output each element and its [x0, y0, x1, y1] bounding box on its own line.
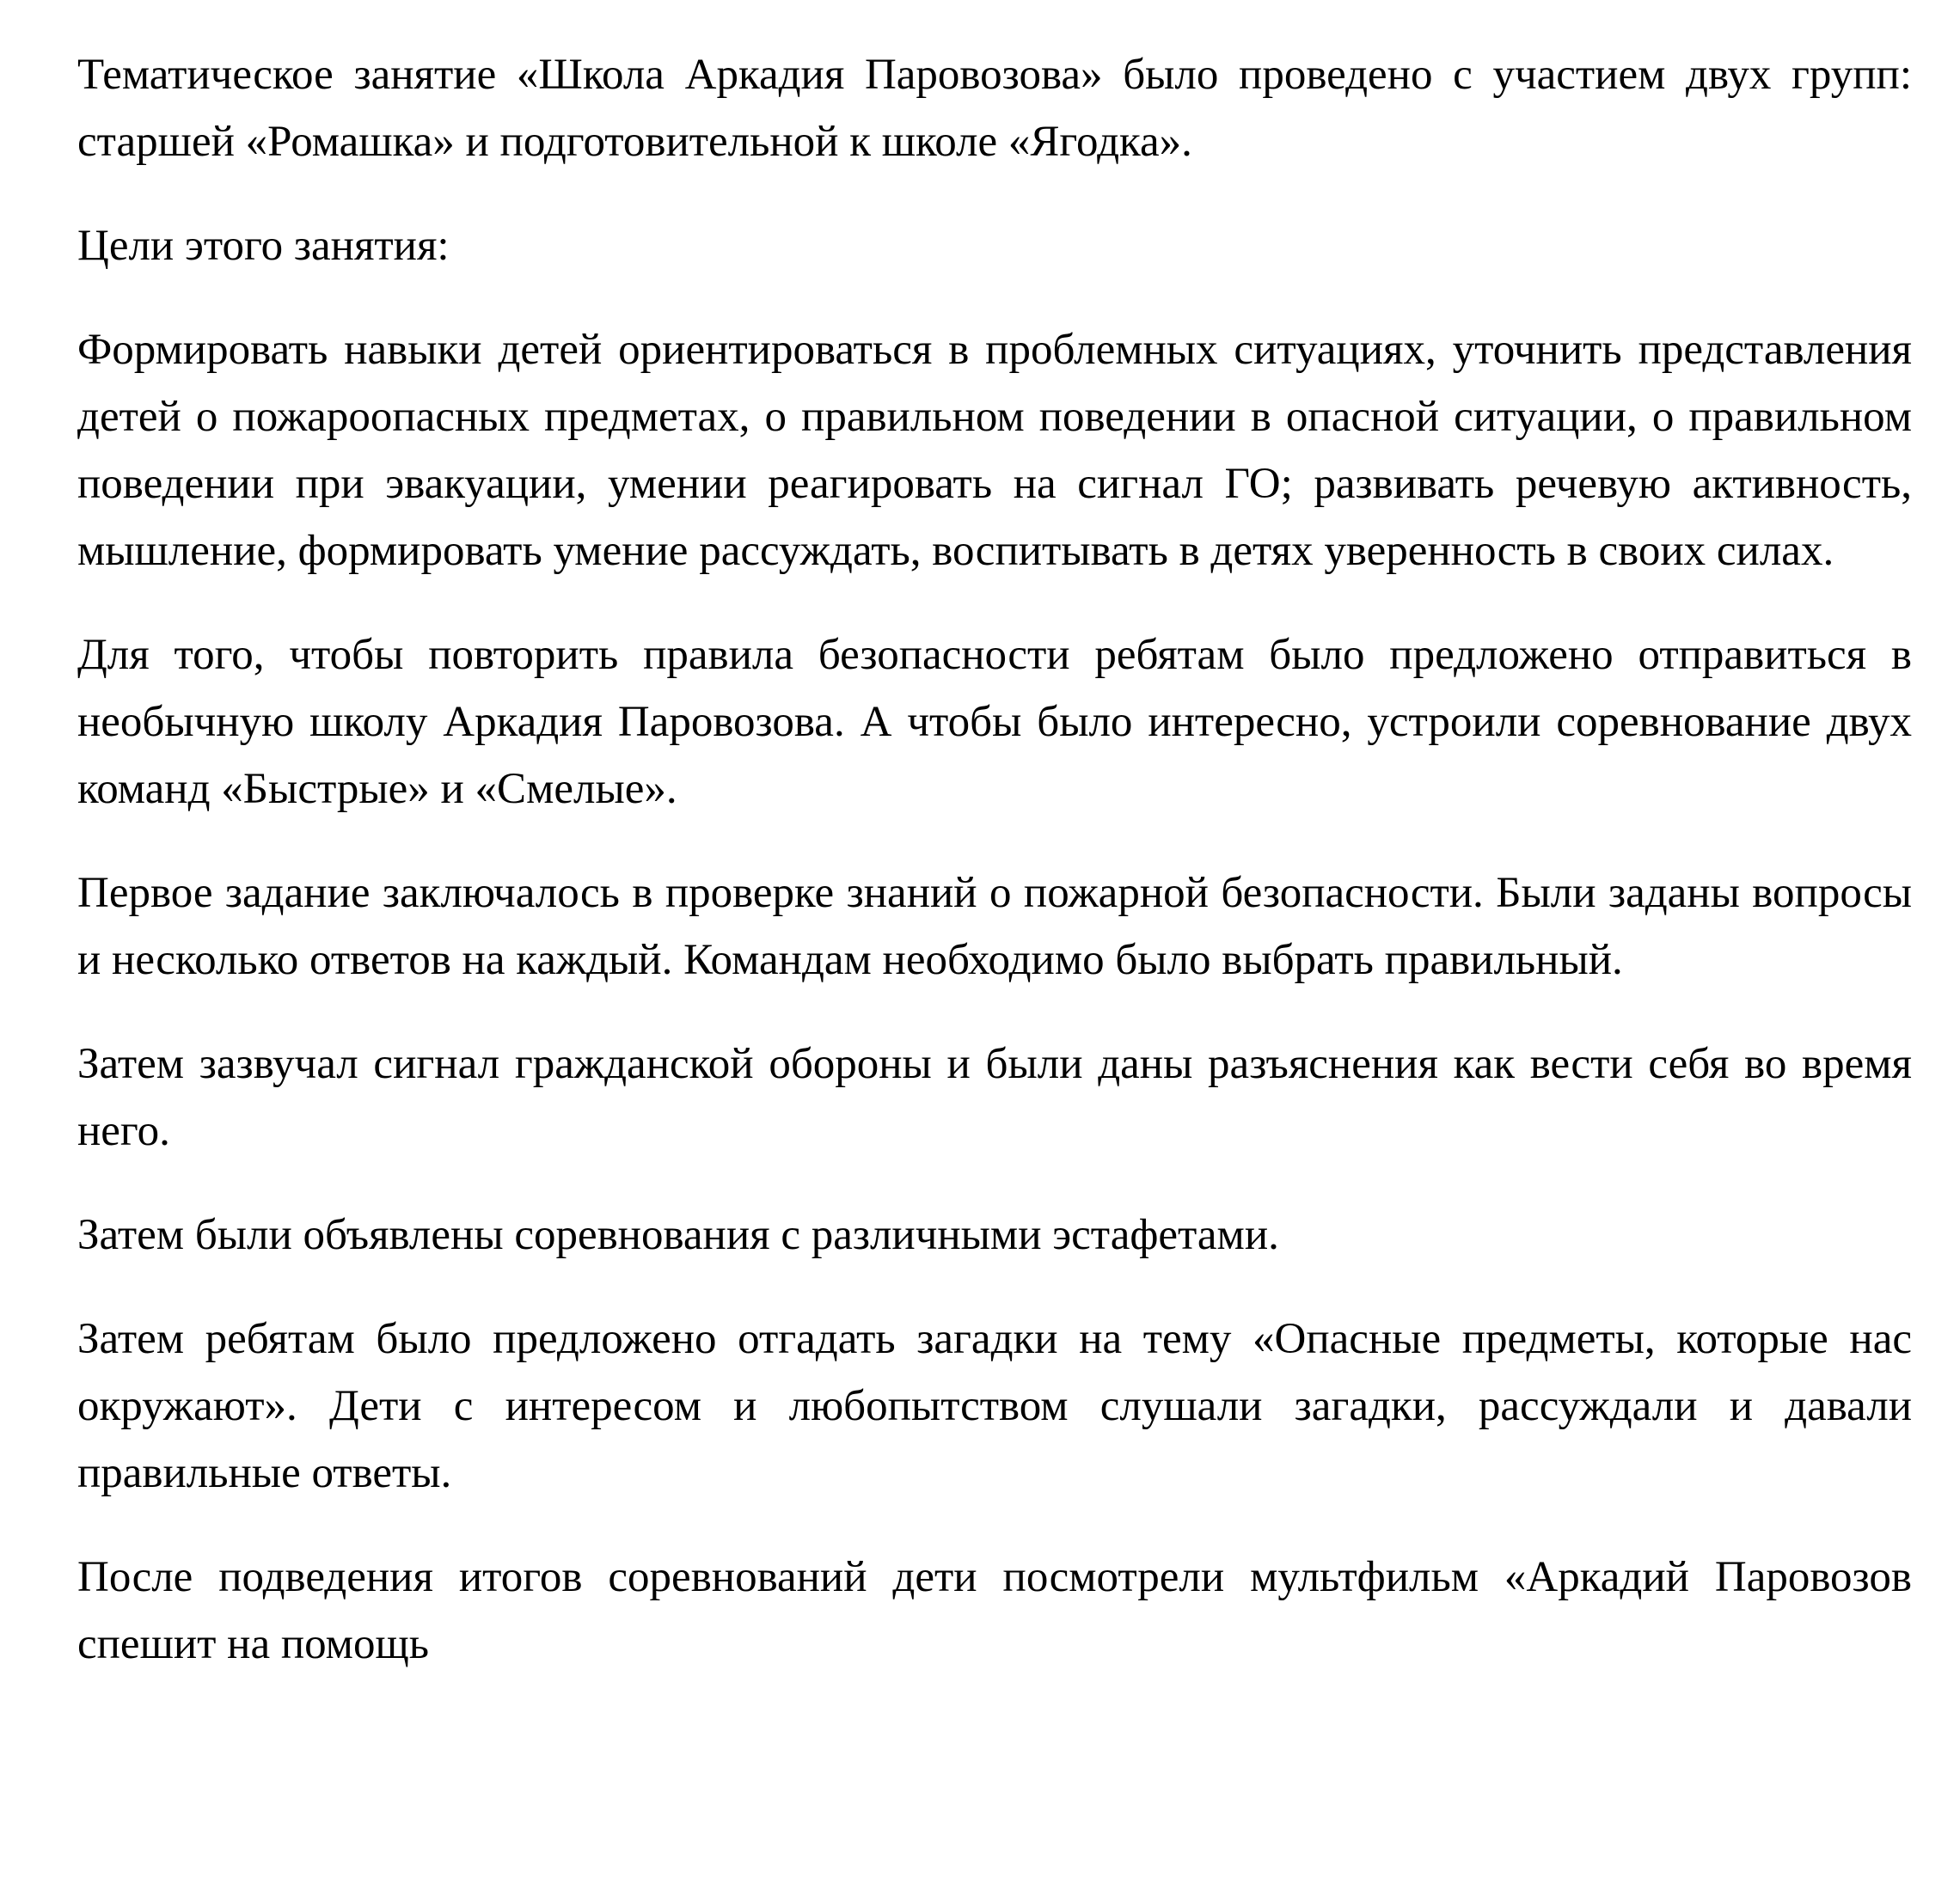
paragraph-relays: Затем были объявлены соревнования с различными эстафетами.: [77, 1211, 1279, 1259]
paragraph-riddles: Затем ребятам было предложено отгадать загадки на тему «Опасные предметы, которые нас окружают». Дети с интересом и любопытством слушали загадки, рассуждали и давали правильные ответы.: [77, 1315, 1912, 1497]
paragraph-goals-heading: Цели этого занятия:: [77, 222, 450, 270]
document-page: [77, 41, 1912, 1678]
paragraph-intro: Тематическое занятие «Школа Аркадия Паровозова» было проведено с участием двух групп: старшей «Ромашка» и подготовительной к школе «Ягодка».: [77, 51, 1912, 166]
paragraph-competition: Для того, чтобы повторить правила безопасности ребятам было предложено отправиться в необычную школу Аркадия Паровозова. А чтобы было интересно, устроили соревнование двух команд «Быстрые» и «Смелые».: [77, 631, 1912, 813]
paragraph-cartoon: После подведения итогов соревнований дети посмотрели мультфильм «Аркадий Паровозов спешит на помощь: [77, 1553, 1912, 1668]
paragraph-civil-defense: Затем зазвучал сигнал гражданской обороны и были даны разъяснения как вести себя во время него.: [77, 1040, 1912, 1155]
paragraph-goals: Формировать навыки детей ориентироваться в проблемных ситуациях, уточнить представления детей о пожароопасных предметах, о правильном поведении в опасной ситуации, о правильном поведении при эвакуации, умении реагировать на сигнал ГО; развивать речевую активность, мышление, формировать умение рассуждать, воспитывать в детях уверенность в своих силах.: [77, 326, 1912, 575]
paragraph-first-task: Первое задание заключалось в проверке знаний о пожарной безопасности. Были заданы вопросы и несколько ответов на каждый. Командам необходимо было выбрать правильный.: [77, 869, 1912, 984]
